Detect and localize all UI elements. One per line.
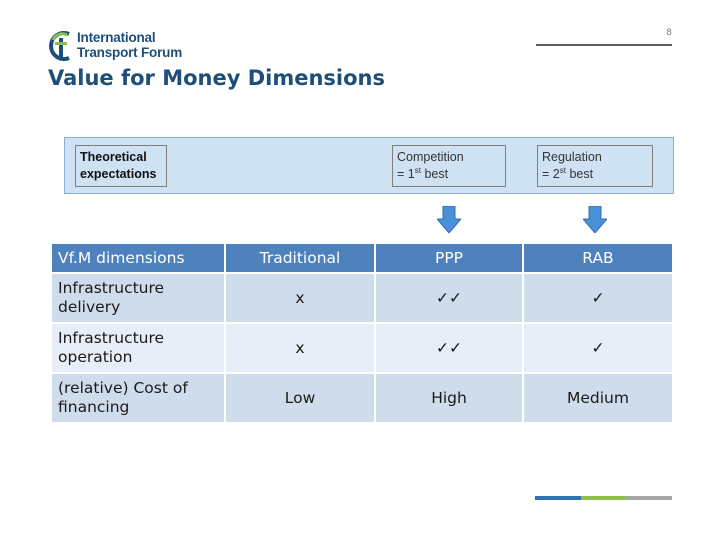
row-label: Infrastructure delivery — [52, 274, 224, 322]
vfm-table — [50, 242, 674, 424]
footer-bar-blue — [535, 496, 581, 500]
row-label: Infrastructure operation — [52, 324, 224, 372]
cell-traditional: x — [226, 274, 374, 322]
cell-traditional: x — [226, 324, 374, 372]
header-traditional: Traditional — [226, 244, 374, 272]
page-number: 8 — [666, 28, 672, 38]
header-ppp: PPP — [376, 244, 522, 272]
theoretical-expectations-label: Theoretical expectations — [75, 145, 167, 187]
regulation-line-2: = 2st best — [542, 165, 594, 181]
itf-logo — [47, 26, 197, 66]
row-label: (relative) Cost of financing — [52, 374, 224, 422]
cell-traditional: Low — [226, 374, 374, 422]
cell-rab: ✓ — [524, 274, 672, 322]
header-rab: RAB — [524, 244, 672, 272]
competition-line-1: Competition — [397, 150, 464, 164]
top-divider — [536, 44, 672, 46]
competition-label — [392, 145, 506, 187]
footer-color-bar — [535, 496, 672, 500]
cell-ppp: ✓✓ — [376, 274, 522, 322]
cell-ppp: ✓✓ — [376, 324, 522, 372]
table-row — [52, 274, 672, 322]
table-row — [52, 374, 672, 422]
competition-line-2: = 1st best — [397, 165, 449, 181]
logo-line-1: International — [77, 30, 156, 45]
regulation-label — [537, 145, 653, 187]
table-row — [52, 324, 672, 372]
logo-line-2: Transport Forum — [77, 45, 183, 60]
footer-bar-green — [581, 496, 627, 500]
cell-rab: Medium — [524, 374, 672, 422]
down-arrow-icon — [583, 206, 607, 233]
footer-bar-grey — [626, 496, 672, 500]
cell-rab: ✓ — [524, 324, 672, 372]
page-title: Value for Money Dimensions — [48, 66, 386, 90]
table-header-row — [52, 244, 672, 272]
regulation-line-1: Regulation — [542, 150, 602, 164]
itf-logo-icon — [47, 30, 75, 64]
down-arrow-icon — [437, 206, 461, 233]
header-vfm-dimensions: Vf.M dimensions — [52, 244, 224, 272]
cell-ppp: High — [376, 374, 522, 422]
